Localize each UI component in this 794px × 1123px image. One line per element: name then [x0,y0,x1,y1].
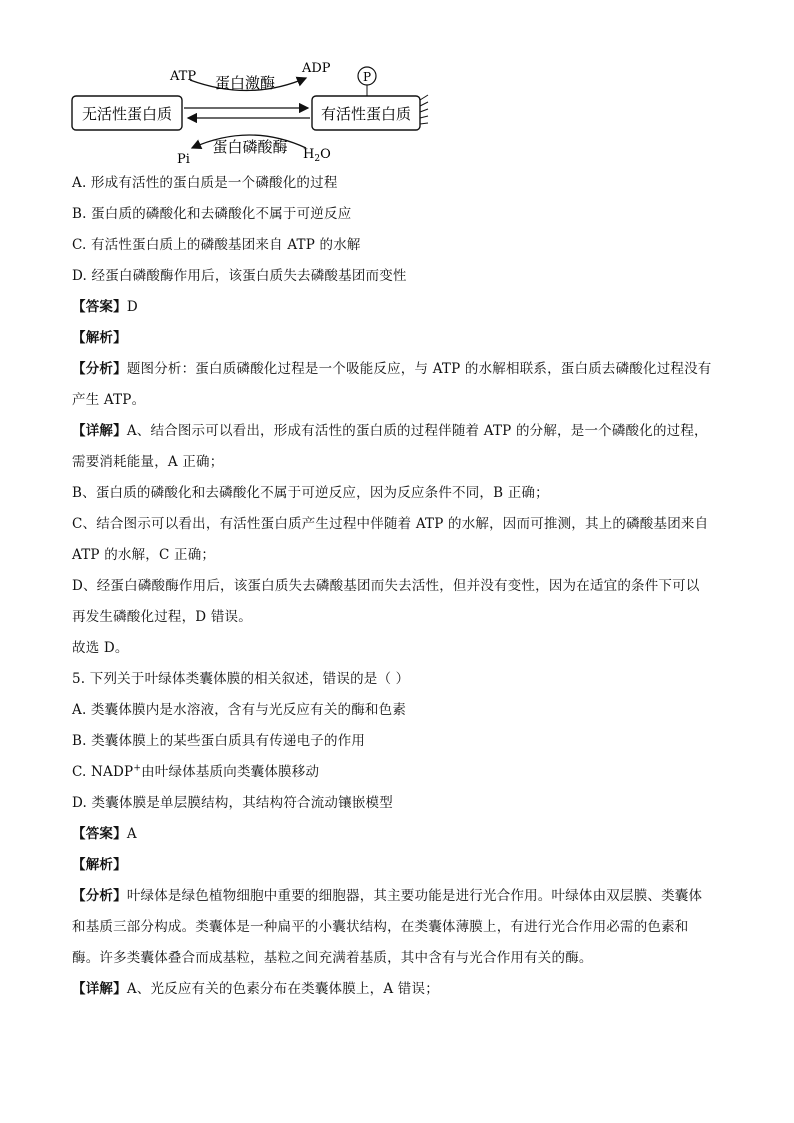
q5-xiangjie-line-1 [72,974,732,1005]
q5-fenxi-line-2: 和基质三部分构成。类囊体是一种扁平的小囊状结构，在类囊体薄膜上，有进行光合作用必需的色素和 [72,919,689,935]
atp-label: ATP [170,69,197,84]
q4-xiangjie-line-1 [72,416,732,447]
inactive-protein-label: 无活性蛋白质 [81,105,173,123]
q4-xiangjie-line-4: C、结合图示可以看出，有活性蛋白质产生过程中伴随着 ATP 的水解，因而可推测，其上的磷酸基团来自 [72,516,709,532]
q4-xiangjie-line-6: D、经蛋白磷酸酶作用后，该蛋白质失去磷酸基团而失去活性，但并没有变性，因为在适宜的条件下可以 [72,578,700,594]
q5-answer-tag: 【答案】 [72,826,127,842]
q5-option-b: B. 类囊体膜上的某些蛋白质具有传递电子的作用 [72,733,366,749]
q4-xiangjie-line-7: 再发生磷酸化过程，D 错误。 [72,609,252,625]
q5-option-a: A. 类囊体膜内是水溶液，含有与光反应有关的酶和色素 [72,702,407,718]
q4-xiangjie-text-1: A、结合图示可以看出，形成有活性的蛋白质的过程伴随着 ATP 的分解，是一个磷酸化的过程， [126,423,708,439]
q4-analysis-tag: 【解析】 [72,330,127,346]
q4-xiangjie-line-2: 需要消耗能量，A 正确； [72,454,224,470]
active-protein-fringe [420,95,428,124]
phosphate-label: P [362,70,372,84]
pi-label: Pi [177,152,190,167]
diagram-svg [60,50,460,170]
phosphorylation-diagram [60,50,460,170]
water-label: $H_2O$ [303,147,331,164]
q4-fenxi-line-2: 产生 ATP。 [72,392,146,408]
q4-xiangjie-line-3: B、蛋白质的磷酸化和去磷酸化不属于可逆反应，因为反应条件不同，B 正确； [72,485,549,501]
q4-answer-line [72,292,732,323]
q4-conclusion: 故选 D。 [72,640,129,656]
adp-label: ADP [302,61,331,76]
q5-fenxi-line-3: 酶。许多类囊体叠合而成基粒，基粒之间充满着基质，其中含有与光合作用有关的酶。 [72,950,593,966]
q4-fenxi-line-1 [72,354,732,385]
q5-answer: A [126,826,137,842]
q4-xiangjie-line-5: ATP 的水解，C 正确； [72,547,216,563]
q5-xiangjie-tag: 【详解】 [72,981,127,997]
q5-analysis-tag: 【解析】 [72,857,127,873]
q4-option-c: C. 有活性蛋白质上的磷酸基团来自 ATP 的水解 [72,237,361,253]
q5-answer-line [72,819,732,850]
active-protein-label: 有活性蛋白质 [320,105,412,123]
q5-option-c-pre: C. NADP [72,764,134,780]
q5-fenxi-tag: 【分析】 [72,888,127,904]
q5-fenxi-line-1 [72,881,732,912]
q5-option-c-post: 由叶绿体基质向类囊体膜移动 [141,764,320,780]
q4-fenxi-text-1: 题图分析：蛋白质磷酸化过程是一个吸能反应，与 ATP 的水解相联系，蛋白质去磷酸化过程没有 [126,361,712,377]
q5-option-c [72,757,732,788]
page-content [72,168,732,1005]
q4-xiangjie-tag: 【详解】 [72,423,127,439]
q5-option-c-sup: + [133,763,142,774]
q4-option-d: D. 经蛋白磷酸酶作用后，该蛋白质失去磷酸基团而变性 [72,268,407,284]
q4-fenxi-tag: 【分析】 [72,361,127,377]
q5-xiangjie-text-1: A、光反应有关的色素分布在类囊体膜上，A 错误； [126,981,439,997]
q4-option-a: A. 形成有活性的蛋白质是一个磷酸化的过程 [72,175,338,191]
q5-stem: 5. 下列关于叶绿体类囊体膜的相关叙述，错误的是（ ） [72,671,410,687]
phosphatase-label: 蛋白磷酸酶 [212,138,288,156]
q5-option-d: D. 类囊体膜是单层膜结构，其结构符合流动镶嵌模型 [72,795,393,811]
q4-answer: D [126,299,138,315]
q4-answer-tag: 【答案】 [72,299,127,315]
kinase-label: 蛋白激酶 [214,74,276,92]
q4-option-b: B. 蛋白质的磷酸化和去磷酸化不属于可逆反应 [72,206,352,222]
q5-fenxi-text-1: 叶绿体是绿色植物细胞中重要的细胞器，其主要功能是进行光合作用。叶绿体由双层膜、类囊体 [126,888,703,904]
